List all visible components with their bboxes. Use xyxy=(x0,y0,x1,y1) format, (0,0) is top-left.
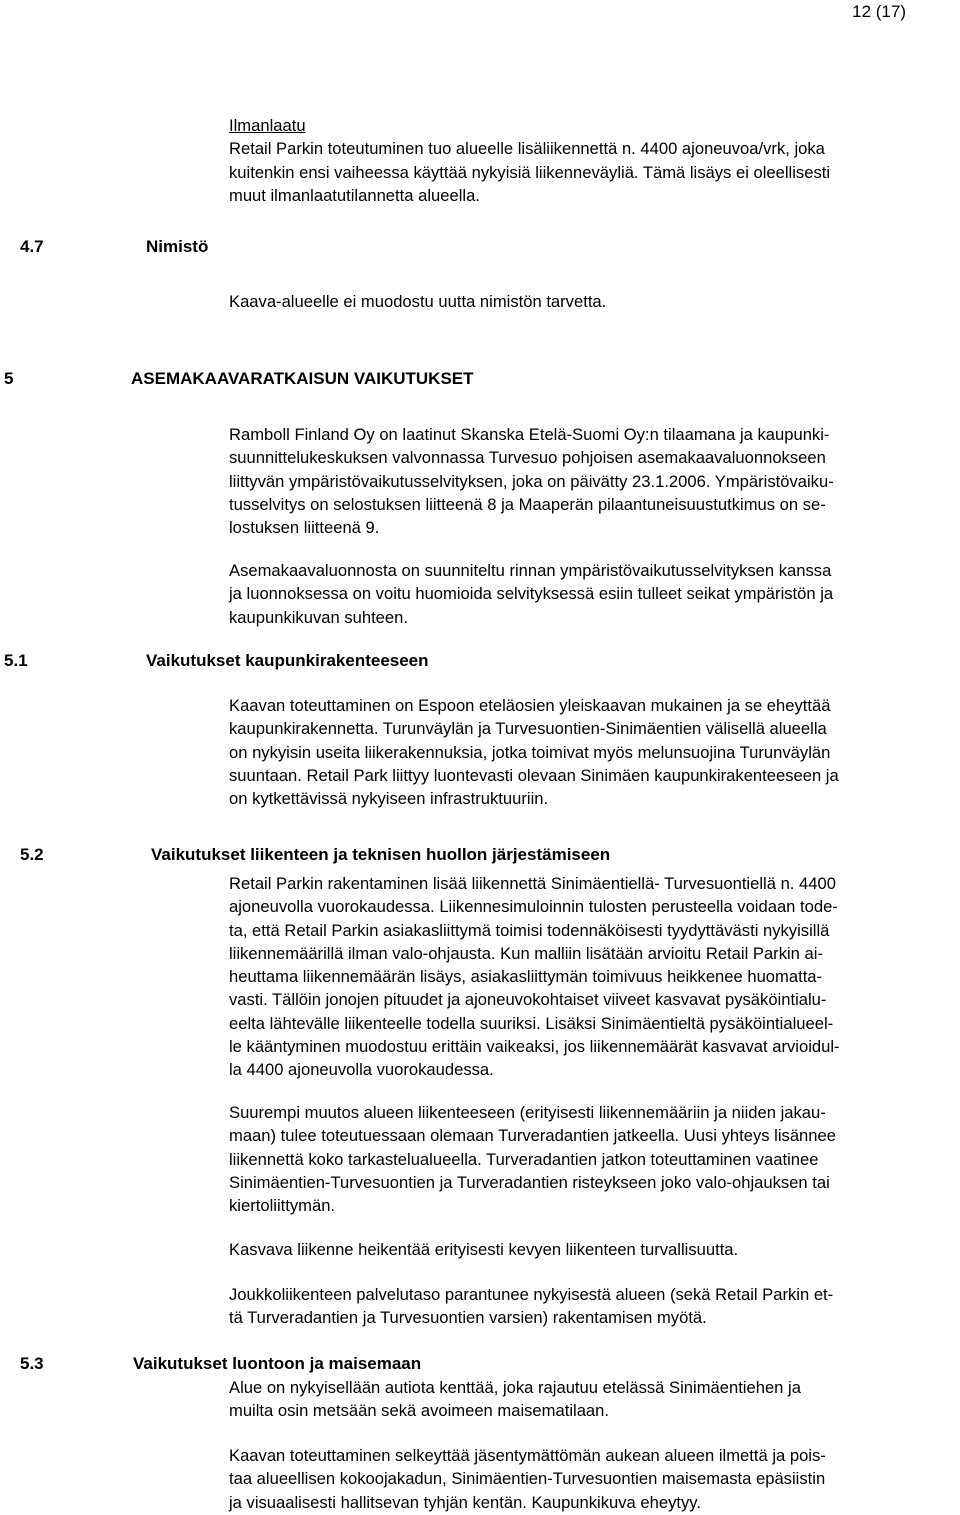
paragraph-line: eelta lähtevälle liikenteelle todella suuriksi. Lisäksi Sinimäentieltä pysäköintialueel- xyxy=(229,1013,834,1033)
paragraph-line: Sinimäentien-Turvesuontien ja Turveradantien risteykseen joko valo-ohjauksen tai xyxy=(229,1172,830,1192)
paragraph-line: ja luonnoksessa on voitu huomioida selvityksessä esiin tulleet seikat ympäristön ja xyxy=(229,584,834,604)
section-5-2-paragraph-3 xyxy=(229,1238,956,1261)
paragraph-line: tusselvitys on selostuksen liitteenä 8 ja Maaperän pilaantuneisuustutkimus on se- xyxy=(229,494,826,514)
paragraph-line: suunnittelukeskuksen valvonnassa Turvesuo pohjoisen asemakaavaluonnokseen xyxy=(229,448,826,468)
section-5-2-title: Vaikutukset liikenteen ja teknisen huollon järjestämiseen xyxy=(151,845,611,864)
paragraph-line: Ramboll Finland Oy on laatinut Skanska Etelä-Suomi Oy:n tilaamana ja kaupunki- xyxy=(229,425,830,444)
page-number: 12 (17) xyxy=(852,2,906,21)
section-5-paragraph-2 xyxy=(229,559,956,629)
paragraph-line: Retail Parkin rakentaminen lisää liikennettä Sinimäentiellä- Turvesuontiellä n. 4400 xyxy=(229,874,836,893)
paragraph-line: taa alueellisen kokoojakadun, Sinimäentien-Turvesuontien maisemasta epäsiistin xyxy=(229,1469,826,1489)
paragraph-line: Kaavan toteuttaminen selkeyttää jäsentymättömän aukean alueen ilmettä ja pois- xyxy=(229,1446,826,1465)
section-5-2-number: 5.2 xyxy=(20,845,44,864)
paragraph-line: on nykyisin useita liikerakennuksia, jotka toimivat myös melunsuojina Turunväylän xyxy=(229,742,831,762)
section-5-2-paragraph-4 xyxy=(229,1283,956,1330)
paragraph-line: lostuksen liitteenä 9. xyxy=(229,518,380,538)
paragraph-line: Suurempi muutos alueen liikenteeseen (erityisesti liikennemääriin ja niiden jakau- xyxy=(229,1103,826,1122)
paragraph-line: liittyvän ympäristövaikutusselvityksen, joka on päivätty 23.1.2006. Ympäristövaiku- xyxy=(229,471,834,491)
section-5-2-paragraph-1 xyxy=(229,872,956,1082)
paragraph-line: vasti. Tällöin jonojen pituudet ja ajoneuvokohtaiset viiveet kasvavat pysäköintialu- xyxy=(229,990,827,1010)
paragraph-line: ta, että Retail Parkin asiakasliittymä toimisi todennäköisesti tyydyttävästi nykyisillä xyxy=(229,920,830,940)
paragraph-line: Alue on nykyisellään autiota kenttää, joka rajautuu etelässä Sinimäentiehen ja xyxy=(229,1378,801,1397)
paragraph-line: Kasvava liikenne heikentää erityisesti kevyen liikenteen turvallisuutta. xyxy=(229,1240,739,1259)
paragraph-line: liikennemäärillä ilman valo-ohjausta. Kun malliin lisätään arvioitu Retail Parkin ai- xyxy=(229,943,823,963)
paragraph-line: tä Turveradantien ja Turvesuontien varsien) rakentamisen myötä. xyxy=(229,1308,707,1328)
ilmanlaatu-line: Retail Parkin toteutuminen tuo alueelle lisäliikennettä n. 4400 ajoneuvoa/vrk, joka xyxy=(229,139,825,159)
section-5-title: ASEMAKAAVARATKAISUN VAIKUTUKSET xyxy=(131,369,474,388)
paragraph-line: Asemakaavaluonnosta on suunniteltu rinnan ympäristövaikutusselvityksen kanssa xyxy=(229,561,832,580)
section-5-1-title: Vaikutukset kaupunkirakenteeseen xyxy=(146,651,429,670)
paragraph-line: la 4400 ajoneuvolla vuorokaudessa. xyxy=(229,1060,494,1080)
section-4-7-paragraph xyxy=(229,290,956,313)
paragraph-line: kaupunkirakennetta. Turunväylän ja Turvesuontien-Sinimäentien välisellä alueella xyxy=(229,719,827,739)
paragraph-line: muilta osin metsään sekä avoimeen maisematilaan. xyxy=(229,1401,609,1421)
ilmanlaatu-block xyxy=(229,114,956,207)
section-4-7-title: Nimistö xyxy=(146,237,209,256)
section-5-3-title: Vaikutukset luontoon ja maisemaan xyxy=(133,1354,422,1373)
section-5-2-paragraph-2 xyxy=(229,1101,956,1217)
section-5-paragraph-1 xyxy=(229,423,956,539)
section-5-number: 5 xyxy=(4,369,14,388)
paragraph-line: ja visuaalisesti hallitsevan tyhjän kentän. Kaupunkikuva eheytyy. xyxy=(229,1492,701,1512)
ilmanlaatu-line: muut ilmanlaatutilannetta alueella. xyxy=(229,185,480,205)
paragraph-line: Kaava-alueelle ei muodostu uutta nimistön tarvetta. xyxy=(229,292,607,311)
paragraph-line: Kaavan toteuttaminen on Espoon eteläosien yleiskaavan mukainen ja se eheyttää xyxy=(229,696,831,715)
section-5-3-paragraph-2 xyxy=(229,1444,956,1514)
paragraph-line: maan) tulee toteutuessaan olemaan Turveradantien jatkeella. Uusi yhteys lisännee xyxy=(229,1126,836,1146)
section-5-3-number: 5.3 xyxy=(20,1354,44,1373)
paragraph-line: on kytkettävissä nykyiseen infrastruktuuriin. xyxy=(229,789,549,809)
paragraph-line: kiertoliittymän. xyxy=(229,1196,336,1216)
paragraph-line: ajoneuvolla vuorokaudessa. Liikennesimuloinnin tulosten perusteella voidaan tode- xyxy=(229,897,838,917)
section-5-3-paragraph-1 xyxy=(229,1376,956,1423)
ilmanlaatu-line: kuitenkin ensi vaiheessa käyttää nykyisiä liikenneväyliä. Tämä lisäys ei oleellisesti xyxy=(229,162,831,182)
paragraph-line: Joukkoliikenteen palvelutaso parantunee nykyisestä alueen (sekä Retail Parkin et- xyxy=(229,1285,834,1304)
paragraph-line: le kääntyminen muodostuu erittäin vaikeaksi, jos liikennemäärät kasvavat arvioidul- xyxy=(229,1037,840,1057)
paragraph-line: liikennettä koko tarkastelualueella. Turveradantien jatkon toteuttaminen vaatinee xyxy=(229,1149,819,1169)
section-5-1-paragraph xyxy=(229,694,956,810)
paragraph-line: kaupunkikuvan suhteen. xyxy=(229,607,408,627)
section-5-1-number: 5.1 xyxy=(4,651,28,670)
paragraph-line: heuttama liikennemäärän lisäys, asiakasliittymän toimivuus heikkenee huomatta- xyxy=(229,967,823,987)
paragraph-line: suuntaan. Retail Park liittyy luontevasti olevaan Sinimäen kaupunkirakenteeseen ja xyxy=(229,765,839,785)
section-4-7-number: 4.7 xyxy=(20,237,44,256)
ilmanlaatu-subtitle: Ilmanlaatu xyxy=(229,116,306,135)
